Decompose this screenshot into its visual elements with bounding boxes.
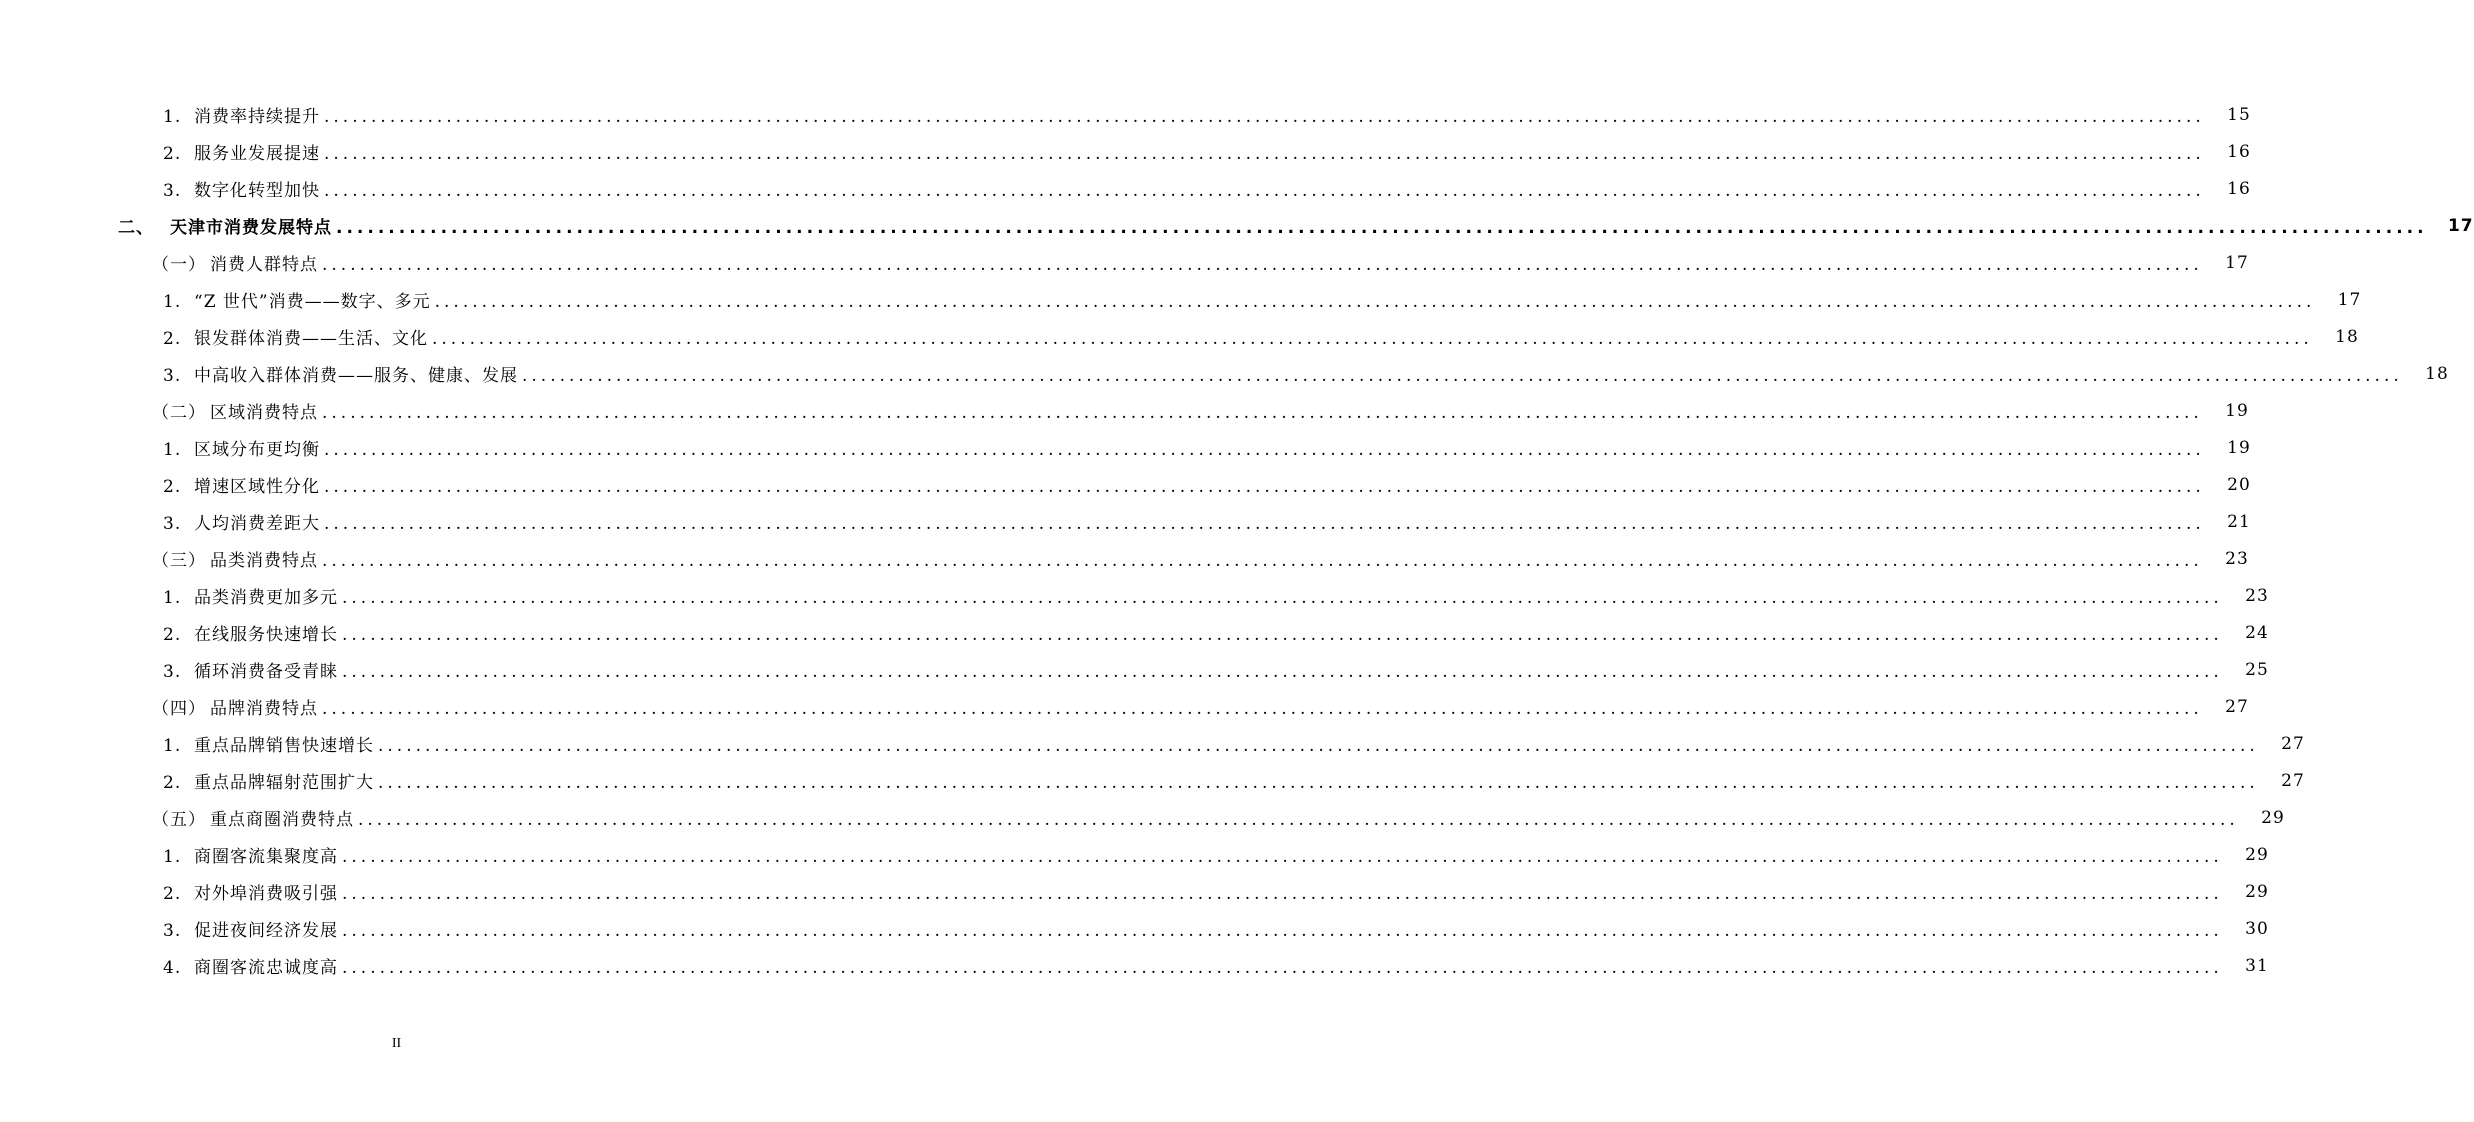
- toc-entry-page: 21: [2227, 511, 2251, 532]
- toc-entry-page: 15: [2227, 104, 2251, 125]
- toc-entry-number: （一）: [152, 255, 206, 275]
- toc-entry-title: 商圈客流忠诚度高: [194, 958, 338, 978]
- toc-entry-title: 重点商圈消费特点: [210, 810, 354, 830]
- toc-entry[interactable]: [0, 170, 2251, 207]
- toc-entry-title: 中高收入群体消费——服务、健康、发展: [194, 366, 518, 386]
- toc-entry-label: [152, 398, 318, 423]
- toc-entry[interactable]: [0, 466, 2251, 503]
- toc-entry-page: 19: [2227, 437, 2251, 458]
- toc-entry[interactable]: [0, 799, 2285, 836]
- toc-entry-title: 促进夜间经济发展: [194, 921, 338, 941]
- toc-entry-label: [163, 324, 428, 349]
- toc-entry-number: 3.: [163, 514, 182, 534]
- toc-entry-page: 23: [2245, 585, 2269, 606]
- toc-entry-number: 3.: [163, 366, 182, 386]
- toc-entry-title: 对外埠消费吸引强: [194, 884, 338, 904]
- toc-leader-dots: ........................................................................................................................................................................................................: [342, 661, 2223, 682]
- toc-entry-page: 27: [2225, 696, 2249, 717]
- toc-entry-label: [163, 657, 338, 682]
- toc-leader-dots: ........................................................................................................................................................................................................: [324, 143, 2205, 164]
- toc-entry-page: 30: [2245, 918, 2269, 939]
- toc-entry[interactable]: [0, 947, 2269, 984]
- toc-entry-page: 18: [2425, 363, 2449, 384]
- toc-entry[interactable]: [0, 614, 2269, 651]
- toc-leader-dots: ........................................................................................................................................................................................................: [434, 291, 2316, 312]
- toc-entry-title: 区域消费特点: [210, 403, 318, 423]
- toc-entry-label: [152, 805, 354, 830]
- toc-entry-number: （四）: [152, 699, 206, 719]
- toc-entry[interactable]: [0, 910, 2269, 947]
- toc-leader-dots: ........................................................................................................................................................................................................: [322, 698, 2203, 719]
- toc-entry-page: 23: [2225, 548, 2249, 569]
- toc-entry-title: 品牌消费特点: [210, 699, 318, 719]
- toc-entry-label: [163, 509, 320, 534]
- toc-entry[interactable]: [0, 651, 2269, 688]
- toc-entry-number: 3.: [163, 921, 182, 941]
- toc-entry-label: [163, 731, 374, 756]
- toc-entry-label: [163, 953, 338, 978]
- toc-entry-title: 重点品牌销售快速增长: [194, 736, 374, 756]
- toc-entry-page: 16: [2227, 141, 2251, 162]
- toc-leader-dots: ........................................................................................................................................................................................................: [322, 402, 2203, 423]
- toc-entry[interactable]: [0, 392, 2249, 429]
- toc-leader-dots: ........................................................................................................................................................................................................: [522, 365, 2403, 386]
- toc-leader-dots: ........................................................................................................................................................................................................: [378, 735, 2259, 756]
- toc-leader-dots: ........................................................................................................................................................................................................: [324, 106, 2205, 127]
- toc-entry-title: 人均消费差距大: [194, 514, 320, 534]
- toc-entry[interactable]: [0, 577, 2269, 614]
- toc-entry-label: [163, 287, 431, 312]
- toc-entry-title: 品类消费特点: [210, 551, 318, 571]
- toc-entry[interactable]: [0, 96, 2251, 133]
- toc-entry-label: [163, 102, 320, 127]
- toc-entry-page: 25: [2245, 659, 2269, 680]
- toc-leader-dots: ........................................................................................................................................................................................................: [324, 180, 2205, 201]
- toc-entry-number: 2.: [163, 477, 182, 497]
- toc-entry-number: 1.: [163, 736, 182, 756]
- toc-entry-number: 3.: [163, 662, 182, 682]
- toc-entry-number: 4.: [163, 958, 182, 978]
- toc-entry-label: [163, 879, 338, 904]
- table-of-contents: [0, 96, 2474, 984]
- toc-entry-number: 1.: [163, 588, 182, 608]
- toc-entry-number: 二、: [118, 218, 154, 238]
- toc-entry-number: （二）: [152, 403, 206, 423]
- toc-entry[interactable]: [0, 503, 2251, 540]
- toc-entry-page: 29: [2261, 807, 2285, 828]
- toc-entry[interactable]: [0, 281, 2362, 318]
- toc-entry-label: [163, 176, 320, 201]
- toc-leader-dots: ........................................................................................................................................................................................................: [342, 957, 2223, 978]
- toc-entry-number: 1.: [163, 847, 182, 867]
- toc-entry-page: 16: [2227, 178, 2251, 199]
- toc-entry[interactable]: [0, 836, 2269, 873]
- toc-entry[interactable]: [0, 133, 2251, 170]
- toc-entry-number: 1.: [163, 292, 182, 312]
- toc-leader-dots: ........................................................................................................................................................................................................: [322, 254, 2203, 275]
- toc-entry-page: 31: [2245, 955, 2269, 976]
- toc-entry[interactable]: [0, 318, 2359, 355]
- toc-entry-page: 17: [2225, 252, 2249, 273]
- toc-leader-dots: ........................................................................................................................................................................................................: [358, 809, 2239, 830]
- toc-leader-dots: ........................................................................................................................................................................................................: [342, 846, 2223, 867]
- toc-entry-title: 区域分布更均衡: [194, 440, 320, 460]
- toc-entry-number: 2.: [163, 625, 182, 645]
- toc-entry[interactable]: [0, 688, 2249, 725]
- toc-entry[interactable]: [0, 873, 2269, 910]
- toc-leader-dots: ........................................................................................................................................................................................................: [342, 883, 2223, 904]
- toc-entry-title: 品类消费更加多元: [194, 588, 338, 608]
- toc-entry[interactable]: [0, 725, 2305, 762]
- toc-entry-title: 商圈客流集聚度高: [194, 847, 338, 867]
- toc-leader-dots: ........................................................................................................................................................................................................: [324, 439, 2205, 460]
- toc-entry-label: [152, 694, 318, 719]
- toc-entry-label: [163, 916, 338, 941]
- toc-entry-page: 29: [2245, 881, 2269, 902]
- toc-entry-page: 27: [2281, 733, 2305, 754]
- toc-entry-label: [163, 768, 374, 793]
- toc-entry-label: [163, 620, 338, 645]
- toc-leader-dots: ........................................................................................................................................................................................................: [324, 513, 2205, 534]
- toc-entry-label: [163, 139, 320, 164]
- toc-leader-dots: ........................................................................................................................................................................................................: [324, 476, 2205, 497]
- toc-entry-page: 27: [2281, 770, 2305, 791]
- toc-entry[interactable]: [0, 244, 2249, 281]
- toc-entry-number: 2.: [163, 144, 182, 164]
- toc-entry-number: 3.: [163, 181, 182, 201]
- toc-entry-title: “Z 世代”消费——数字、多元: [194, 292, 431, 312]
- toc-entry[interactable]: [0, 540, 2249, 577]
- toc-entry[interactable]: [0, 355, 2449, 392]
- toc-entry-title: 数字化转型加快: [194, 181, 320, 201]
- toc-entry-number: 1.: [163, 107, 182, 127]
- toc-entry-title: 在线服务快速增长: [194, 625, 338, 645]
- toc-entry-number: 2.: [163, 773, 182, 793]
- toc-leader-dots: ........................................................................................................................................................................................................: [342, 587, 2223, 608]
- toc-entry-number: 2.: [163, 329, 182, 349]
- toc-entry-label: [163, 842, 338, 867]
- toc-entry-label: [163, 361, 518, 386]
- toc-leader-dots: ........................................................................................................................................................................................................: [342, 624, 2223, 645]
- toc-entry-label: [152, 250, 318, 275]
- toc-entry-page: 24: [2245, 622, 2269, 643]
- toc-leader-dots: ........................................................................................................................................................................................................: [322, 550, 2203, 571]
- toc-entry-page: 18: [2335, 326, 2359, 347]
- toc-entry[interactable]: [0, 207, 2474, 244]
- toc-entry-label: [163, 472, 320, 497]
- toc-leader-dots: ........................................................................................................................................................................................................: [336, 217, 2428, 238]
- toc-entry-number: 1.: [163, 440, 182, 460]
- toc-entry-title: 增速区域性分化: [194, 477, 320, 497]
- toc-entry-number: （五）: [152, 810, 206, 830]
- toc-entry-title: 循环消费备受青睐: [194, 662, 338, 682]
- toc-entry-label: [118, 213, 332, 238]
- toc-entry-page: 19: [2225, 400, 2249, 421]
- toc-entry-number: 2.: [163, 884, 182, 904]
- toc-leader-dots: ........................................................................................................................................................................................................: [378, 772, 2259, 793]
- toc-entry-title: 重点品牌辐射范围扩大: [194, 773, 374, 793]
- page-number: II: [391, 1036, 402, 1051]
- toc-entry-label: [163, 583, 338, 608]
- toc-entry-page: 17: [2447, 215, 2474, 236]
- toc-entry-title: 消费人群特点: [210, 255, 318, 275]
- toc-entry-title: 银发群体消费——生活、文化: [194, 329, 428, 349]
- toc-entry[interactable]: [0, 762, 2305, 799]
- toc-entry-label: [163, 435, 320, 460]
- toc-entry-page: 17: [2337, 289, 2362, 310]
- toc-entry-title: 服务业发展提速: [194, 144, 320, 164]
- toc-leader-dots: ........................................................................................................................................................................................................: [432, 328, 2313, 349]
- toc-entry-page: 20: [2227, 474, 2251, 495]
- toc-leader-dots: ........................................................................................................................................................................................................: [342, 920, 2223, 941]
- toc-entry-page: 29: [2245, 844, 2269, 865]
- toc-entry-number: （三）: [152, 551, 206, 571]
- toc-entry-title: 天津市消费发展特点: [170, 218, 332, 238]
- toc-entry-label: [152, 546, 318, 571]
- toc-entry[interactable]: [0, 429, 2251, 466]
- toc-entry-title: 消费率持续提升: [194, 107, 320, 127]
